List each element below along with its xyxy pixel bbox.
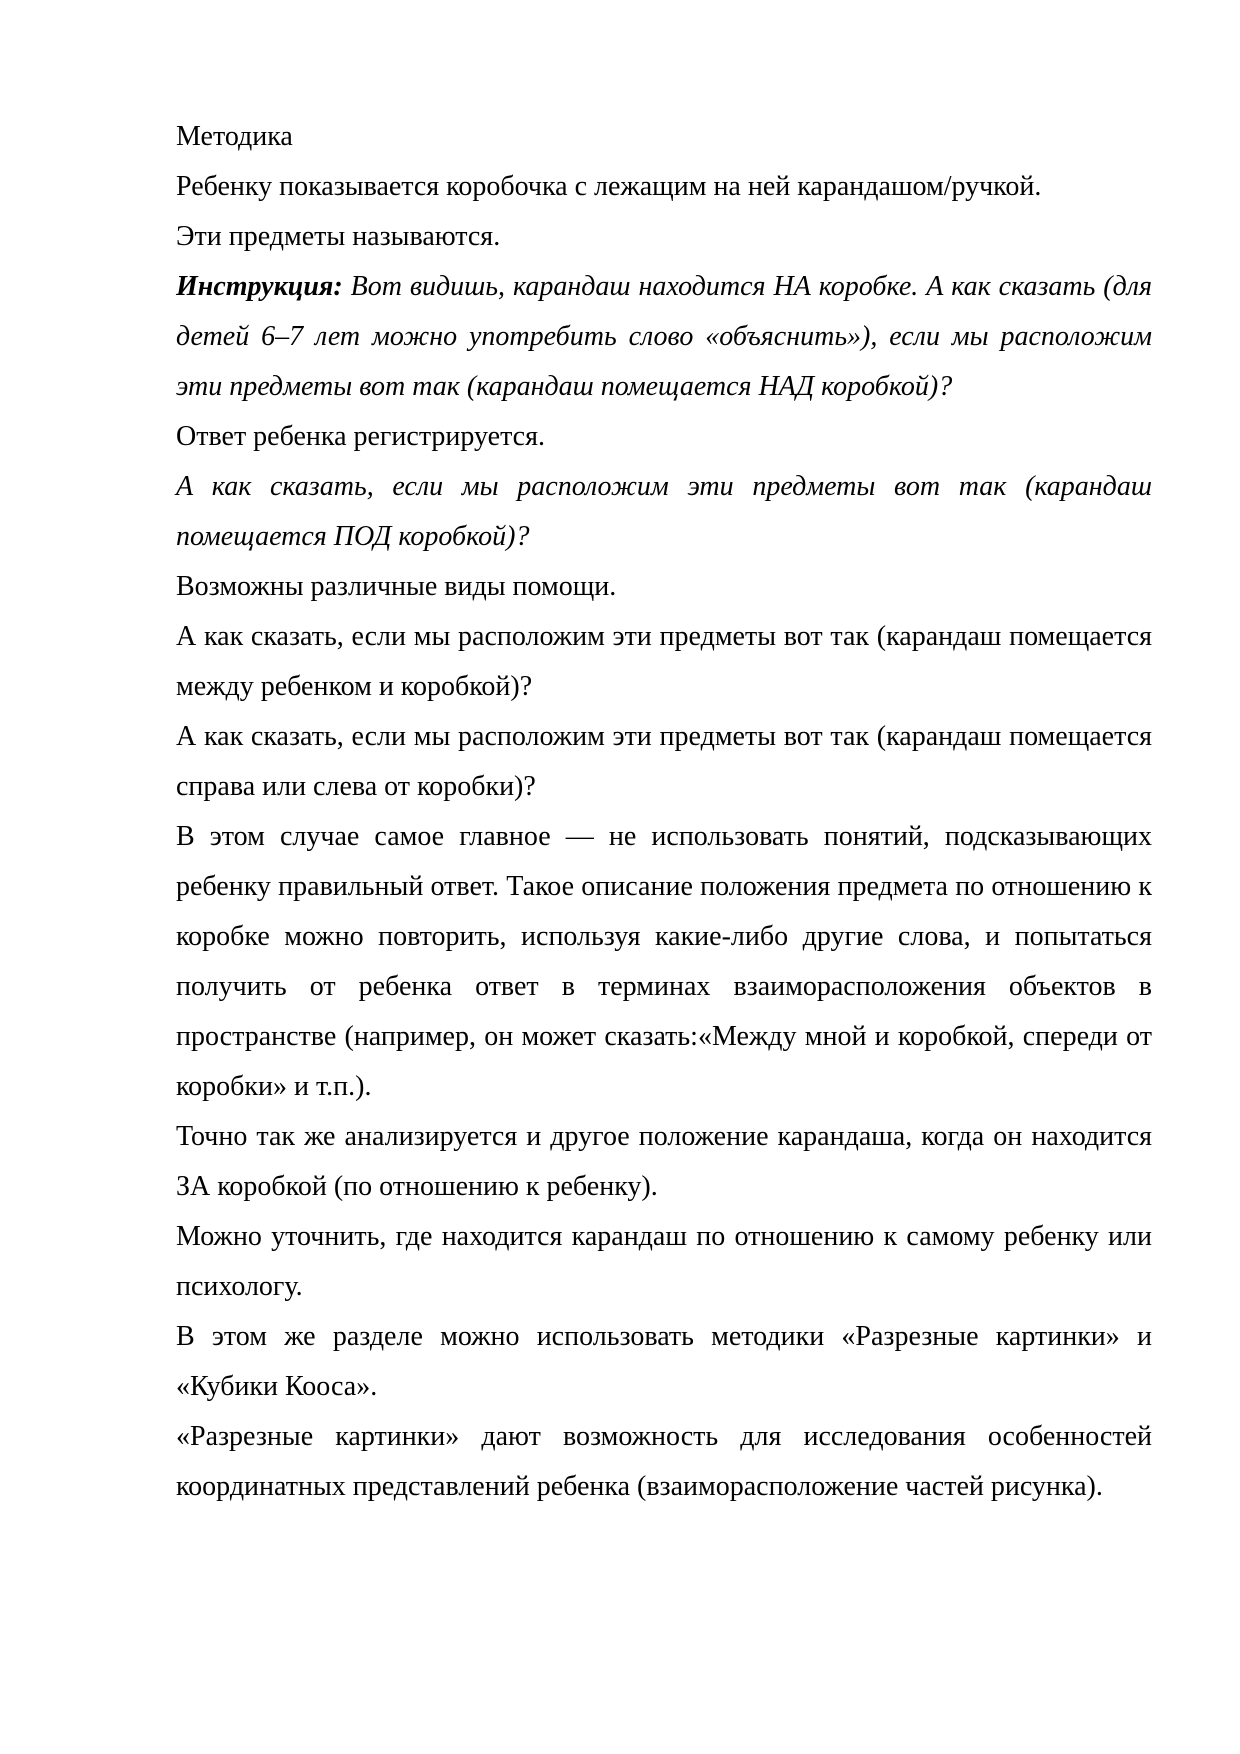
paragraph-items-named: Эти предметы называются. [176, 221, 501, 252]
paragraph-answer-registered: Ответ ребенка регистрируется. [176, 421, 545, 452]
instruction-label: Инструкция: [176, 271, 343, 302]
paragraph-other-methods: В этом же разделе можно использовать методики «Разрезные картинки» и «Кубики Кооса». [176, 1321, 1152, 1402]
paragraph-main-point: В этом случае самое главное — не использовать понятий, подсказывающих ребенку правильный ответ. Такое описание положения предмета по отношению к коробке можно повторить, используя какие-либо другие слова, и попытаться получить от ребенка ответ в терминах взаиморасположения объектов в пространстве (например, он может сказать:«Между мной и коробкой, спереди от коробки» и т.п.). [176, 821, 1152, 1102]
paragraph-clarify: Можно уточнить, где находится карандаш по отношению к самому ребенку или психологу. [176, 1221, 1152, 1302]
paragraph-between-question: А как сказать, если мы расположим эти предметы вот так (карандаш помещается между ребенком и коробкой)? [176, 621, 1152, 702]
instruction-text: Вот видишь, карандаш находится НА коробке. А как сказать (для детей 6–7 лет можно употребить слово «объяснить»), если мы расположим эти предметы вот так (карандаш помещается НАД коробкой)? [176, 271, 1152, 402]
paragraph-help-types: Возможны различные виды помощи. [176, 571, 617, 602]
paragraph-behind-box: Точно так же анализируется и другое положение карандаша, когда он находится ЗА коробкой (по отношению к ребенку). [176, 1121, 1152, 1202]
section-heading: Методика [176, 121, 293, 152]
document-page [176, 112, 1152, 1512]
instruction-paragraph [176, 262, 1152, 412]
paragraph-left-right-question: А как сказать, если мы расположим эти предметы вот так (карандаш помещается справа или слева от коробки)? [176, 721, 1152, 802]
paragraph-under-box-question: А как сказать, если мы расположим эти предметы вот так (карандаш помещается ПОД коробкой)? [176, 471, 1152, 552]
paragraph-cut-pictures: «Разрезные картинки» дают возможность для исследования особенностей координатных представлений ребенка (взаиморасположение частей рисунка). [176, 1421, 1152, 1502]
paragraph-box-shown: Ребенку показывается коробочка с лежащим на ней карандашом/ручкой. [176, 171, 1042, 202]
